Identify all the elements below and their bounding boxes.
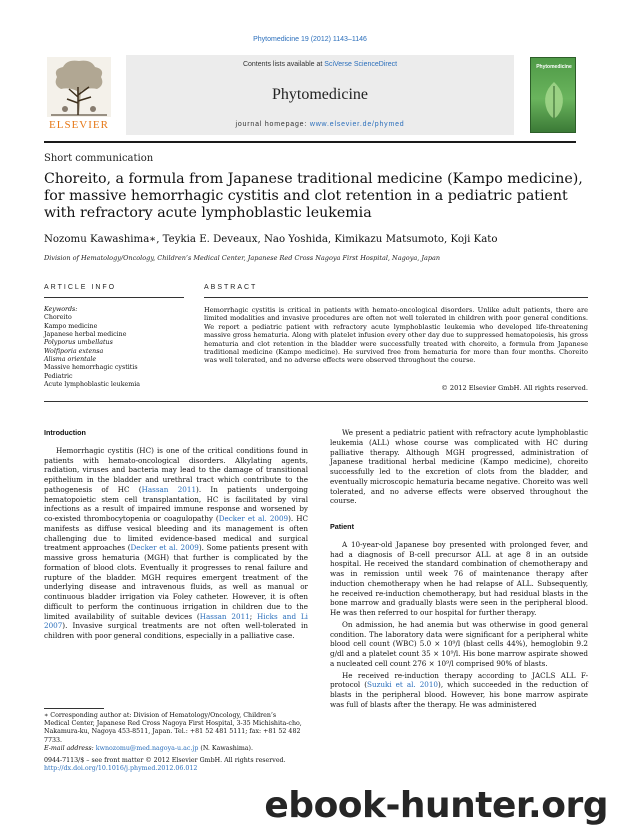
- journal-banner: [126, 55, 514, 135]
- journal-header: [44, 55, 576, 135]
- body-paragraph: He received re-induction therapy according to JACLS ALL F-protocol (Suzuki et al. 2010), which succeeded in the reduction of blasts in the peripheral blood. However, his bone marrow aspirate was full of blasts after the therapy. He was administered: [330, 670, 589, 709]
- keyword: Pediatric: [44, 372, 73, 380]
- journal-title: Phytomedicine: [272, 86, 368, 103]
- article-type: Short communication: [44, 153, 154, 164]
- keyword: Choreito: [44, 314, 72, 322]
- leaf-icon: [539, 80, 569, 120]
- keyword: Kampo medicine: [44, 322, 98, 330]
- body-column-left: [44, 428, 308, 643]
- body-column-right: [330, 428, 588, 712]
- article-info-heading: ARTICLE INFO: [44, 284, 117, 291]
- elsevier-logo[interactable]: [44, 55, 114, 135]
- contents-line: [126, 61, 514, 68]
- front-matter-line: 0944-7113/$ – see front matter © 2012 Elsevier GmbH. All rights reserved.: [44, 757, 286, 764]
- email-line: E-mail address: kwnozomu@med.nagoya-u.ac.jp (N. Kawashima).: [44, 744, 254, 752]
- keyword: Massive hemorrhagic cystitis: [44, 364, 138, 372]
- corresponding-author-text: ∗ Corresponding author at: Division of Hematology/Oncology, Children’s Medical Center, Japanese Red Cross Nagoya First Hospital, 3-35 Michishita-cho, Nakamura-ku, Nagoya 453-8511, Japan. Tel.: +81 52 481 5111; fax: +81 52 482 7733.: [44, 712, 302, 744]
- corresponding-author-footnote: [44, 712, 302, 753]
- introduction-paragraph: Hemorrhagic cystitis (HC) is one of the critical conditions found in patients with hemato-oncological disorders. Alkylating agents, radiation, viruses and bacteria may lead to the damage of transitional epithelium in the bladder and urethral tract which contribute to the pathogenesis of HC (Hassan 2011). In patients undergoing hematopoietic stem cell transplantation, HC is facilitated by viral infections as a result of impaired immune response and worsened by co-existed thrombocytopenia or coagulopathy (Decker et al. 2009). HC manifests as diffuse vesical bleeding and its management is often challenging due to limited evidence-based medical and surgical treatment approaches (Decker et al. 2009). Some patients present with massive gross hematuria (MGH) that further is complicated by the formation of blood clots. Eventually it progresses to renal failure and rupture of the bladder. MGH requires emergent treatment of the underlying disease and intravenous fluids, as well as manual or continuous bladder irrigation via Foley catheter. However, it is often difficult to perform the continuous irrigation in children due to the limited availability of suitable devices (Hassan 2011; Hicks and Li 2007). Invasive surgical treatments are not often well-tolerated in children with poor general conditions, especially in a palliative case.: [44, 445, 309, 640]
- citation-link[interactable]: Suzuki et al. 2010: [367, 680, 439, 690]
- keywords-list: [44, 306, 194, 389]
- homepage-link[interactable]: www.elsevier.de/phymed: [309, 121, 405, 128]
- journal-citation[interactable]: Phytomedicine 19 (2012) 1143–1146: [253, 36, 367, 43]
- body-paragraph: We present a pediatric patient with refractory acute lymphoblastic leukemia (ALL) whose course was complicated with HC during palliative therapy. Although MGH progressed, administration of Japanese traditional herbal medicine (Kampo medicine), choreito successfully led to the excretion of clots from the bladder, and eventually microscopic hematuria became negative. Choreito was well tolerated, and no adverse effects were observed throughout the course.: [330, 428, 588, 506]
- abstract-rule-bottom: [44, 401, 588, 402]
- article-info-rule: [44, 297, 184, 298]
- citation-link[interactable]: Decker et al. 2009: [130, 543, 199, 553]
- email-link[interactable]: kwnozomu@med.nagoya-u.ac.jp: [95, 744, 199, 752]
- publisher-name: ELSEVIER: [49, 119, 109, 131]
- abstract-text: Hemorrhagic cystitis is critical in patients with hemato-oncological disorders. Unlike adult patients, there are limited modalities and invasive procedures are often not well tolerated in children with poor general conditions. We report a pediatric patient with refractory acute lymphoblastic leukemia who developed life-threatening massive gross hematuria. Along with platelet infusion every other day due to suppressed hematopoiesis, his gross hematuria and clot retention in the bladder were successfully treated with choreito, a formula from Japanese traditional medicine (Kampo medicine). He survived free from hematuria for more than four months. Choreito was well tolerated, and no adverse effects were observed throughout the course.: [204, 306, 588, 365]
- watermark-text: ebook-hunter.org: [264, 785, 608, 826]
- homepage-prefix: journal homepage:: [235, 121, 308, 128]
- keywords-label: Keywords:: [44, 306, 78, 313]
- keyword: Alisma orientale: [44, 356, 97, 364]
- article-title: Choreito, a formula from Japanese traditional medicine (Kampo medicine), for massive hemorrhagic cystitis and clot retention in a pediatric patient with refractory acute lymphoblastic leukemia: [44, 171, 583, 221]
- introduction-heading: Introduction: [44, 428, 86, 437]
- author-list[interactable]: Nozomu Kawashima∗, Teykia E. Deveaux, Nao Yoshida, Kimikazu Matsumoto, Koji Kato: [44, 234, 498, 245]
- citation-link[interactable]: Decker et al. 2009: [218, 514, 289, 523]
- body-paragraph: On admission, he had anemia but was otherwise in good general condition. The laboratory data were significant for a peripheral white blood cell count (WBC) 5.0 × 10⁹/l (blast cells 44%), hemoglobin 9.2 g/dl and a platelet count 35 × 10⁹/l. His bone marrow aspirate showed a nucleated cell count 276 × 10⁹/l comprised 90% of blasts.: [330, 619, 588, 668]
- issn-block: [44, 757, 344, 773]
- keyword: Japanese herbal medicine: [44, 331, 127, 339]
- citation-link[interactable]: Hassan 2011: [141, 484, 197, 494]
- body-paragraph: A 10-year-old Japanese boy presented with prolonged fever, and had a diagnosis of B-cell precursor ALL at age 8 in an outside hospital. He received the standard combination of chemotherapy and was in remission until week 76 of maintenance therapy after induction chemotherapy when he had relapse of ALL. Subsequently, he received re-induction chemotherapy, but had residual blasts in the bone marrow and gradually blasts were seen in the peripheral blood. He was then referred to our hospital for further therapy.: [330, 539, 588, 617]
- abstract-rule-top: [204, 297, 588, 298]
- abstract-heading: ABSTRACT: [204, 284, 258, 291]
- journal-homepage: [126, 121, 514, 128]
- doi-link[interactable]: http://dx.doi.org/10.1016/j.phymed.2012.06.012: [44, 765, 198, 773]
- keyword: Acute lymphoblastic leukemia: [44, 381, 140, 389]
- journal-cover-image[interactable]: [530, 57, 576, 133]
- sciencedirect-link[interactable]: SciVerse ScienceDirect: [324, 61, 398, 68]
- keyword: Wolfiporia extensa: [44, 347, 104, 355]
- elsevier-tree-icon: [47, 57, 111, 117]
- email-label: E-mail address:: [44, 744, 94, 752]
- copyright-notice: © 2012 Elsevier GmbH. All rights reserved.: [441, 384, 588, 392]
- patient-heading: Patient: [330, 522, 354, 531]
- footnote-rule: [44, 708, 104, 709]
- cover-title: Phytomedicine: [536, 64, 572, 70]
- citation-link[interactable]: Hicks and Li 2007: [44, 611, 308, 631]
- citation-link[interactable]: Hassan 2011: [199, 611, 250, 621]
- contents-prefix: Contents lists available at: [242, 61, 323, 68]
- keyword: Polyporus umbellatus: [44, 339, 113, 347]
- author-affiliation: Division of Hematology/Oncology, Children’s Medical Center, Japanese Red Cross Nagoya First Hospital, Nagoya, Japan: [44, 254, 441, 262]
- header-rule: [44, 141, 576, 143]
